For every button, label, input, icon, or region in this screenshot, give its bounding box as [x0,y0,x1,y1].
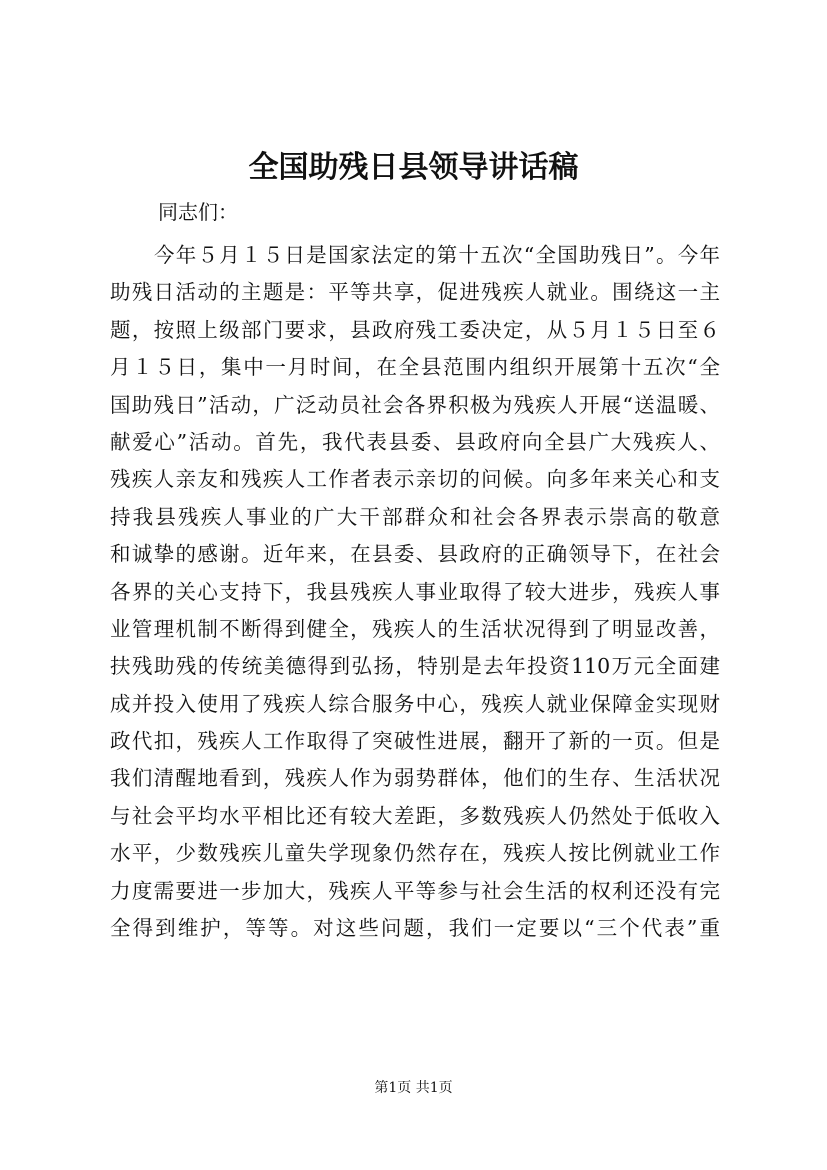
body-line: 月１５日，集中一月时间，在全县范围内组织开展第十五次“全 [110,355,720,380]
body-line: 题，按照上级部门要求，县政府残工委决定，从５月１５日至６ [110,317,720,342]
body-line: 各界的关心支持下，我县残疾人事业取得了较大进步，残疾人事 [110,579,720,604]
body-line: 业管理机制不断得到健全，残疾人的生活状况得到了明显改善， [110,616,720,641]
body-line: 成并投入使用了残疾人综合服务中心，残疾人就业保障金实现财 [110,691,720,716]
body-line: 国助残日”活动，广泛动员社会各界积极为残疾人开展“送温暖、 [110,392,720,417]
document-title: 全国助残日县领导讲话稿 [248,150,579,185]
body-line: 今年５月１５日是国家法定的第十五次“全国助残日”。今年 [154,243,720,267]
body-line: 水平，少数残疾儿童失学现象仍然存在，残疾人按比例就业工作 [110,841,720,866]
body-line: 我们清醒地看到，残疾人作为弱势群体，他们的生存、生活状况 [110,766,720,791]
body-line: 残疾人亲友和残疾人工作者表示亲切的问候。向多年来关心和支 [110,467,720,492]
body-line: 和诚挚的感谢。近年来，在县委、县政府的正确领导下，在社会 [110,542,720,567]
body-line: 全得到维护，等等。对这些问题，我们一定要以“三个代表”重 [110,916,720,941]
body-paragraph [110,237,720,947]
page-footer: 第1页 共1页 [374,1080,453,1096]
body-line: 助残日活动的主题是：平等共享，促进残疾人就业。围绕这一主 [110,280,720,305]
body-line: 政代扣，残疾人工作取得了突破性进展，翻开了新的一页。但是 [110,729,720,754]
salutation: 同志们： [158,200,238,224]
body-line: 力度需要进一步加大，残疾人平等参与社会生活的权利还没有完 [110,878,720,903]
body-line: 与社会平均水平相比还有较大差距，多数残疾人仍然处于低收入 [110,803,720,828]
body-line: 扶残助残的传统美德得到弘扬，特别是去年投资110万元全面建 [110,654,720,679]
body-line: 持我县残疾人事业的广大干部群众和社会各界表示崇高的敬意 [110,504,720,529]
body-line: 献爱心”活动。首先，我代表县委、县政府向全县广大残疾人、 [110,429,720,454]
